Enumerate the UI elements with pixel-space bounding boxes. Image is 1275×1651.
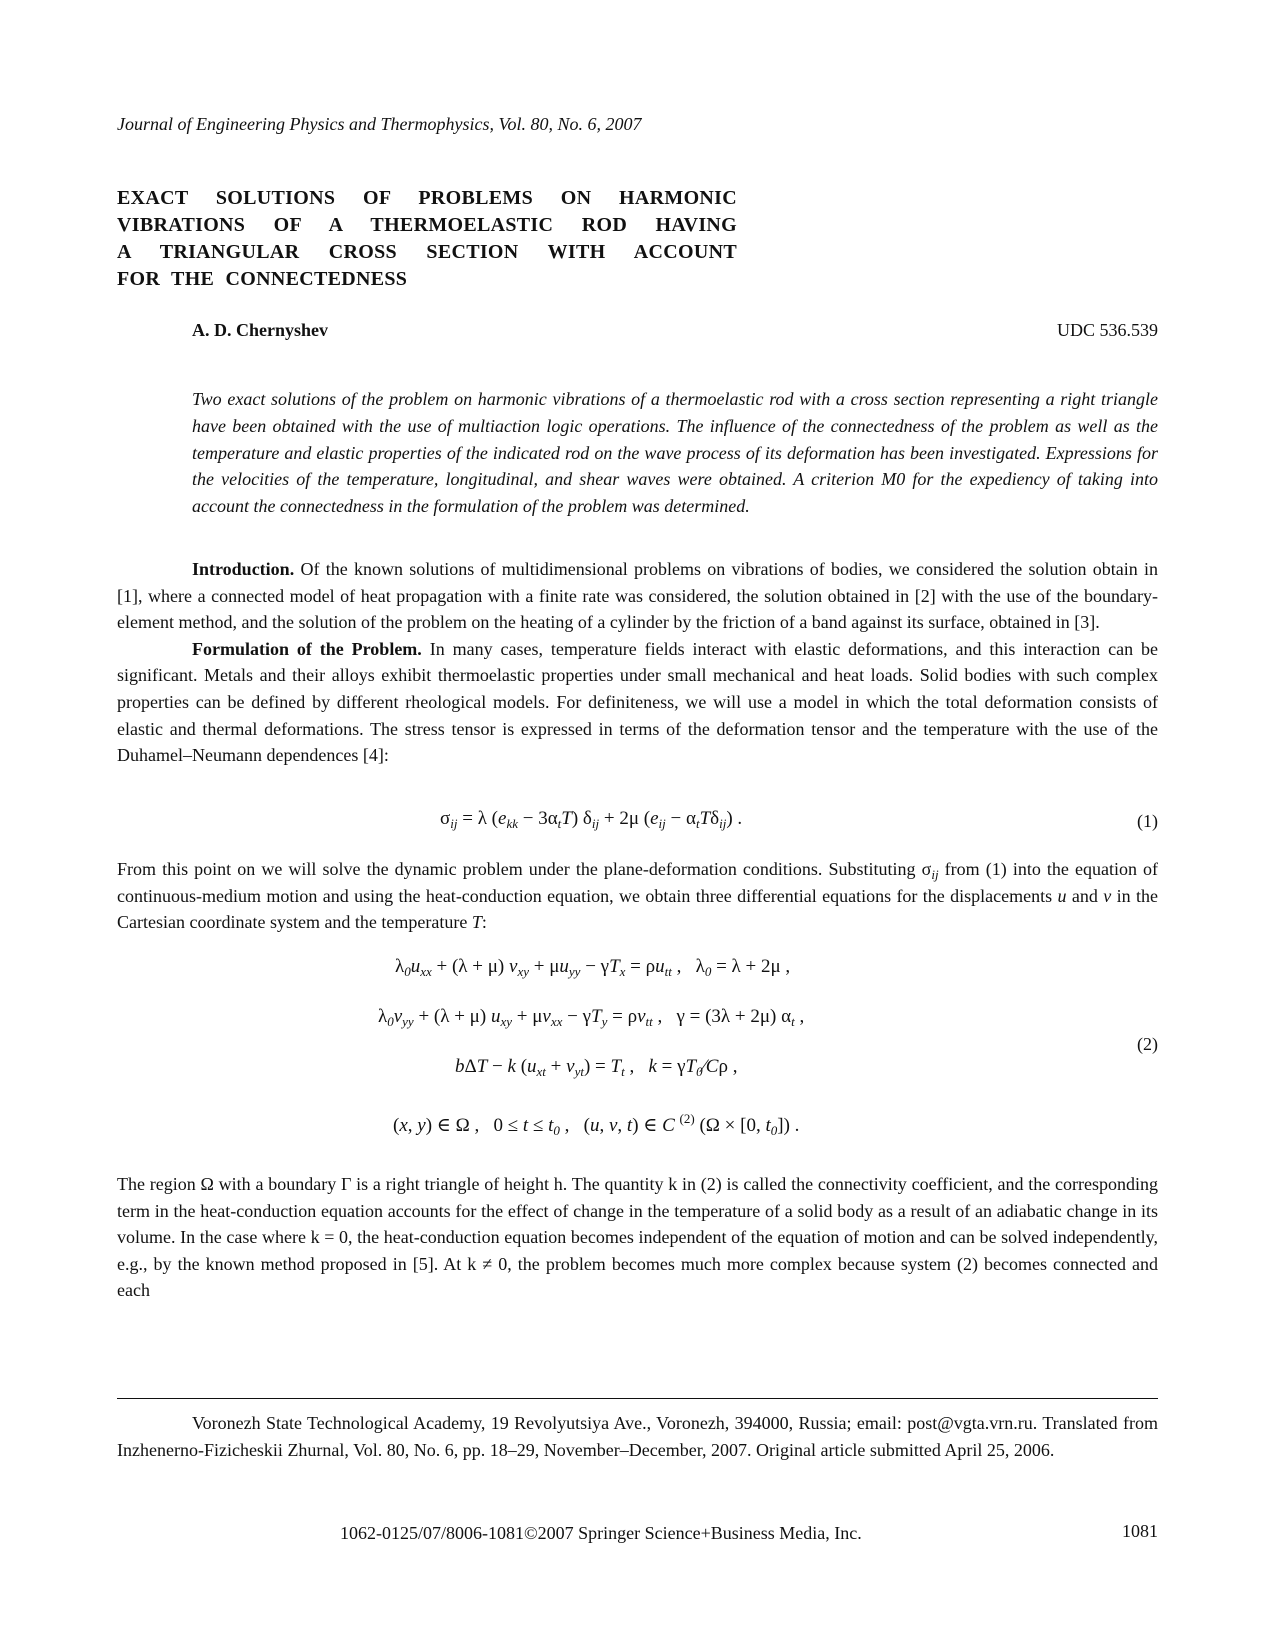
intro-section [117,556,1158,769]
paragraph-text: From this point on we will solve the dynamic problem under the plane-deformation conditions. Substituting [117,859,916,879]
equation-1: $\sigma_{ij} = \lambda$ $(e_{kk} - 3\alpha_tT) \delta_{ij} + 2\mu$ $(e_{ij} - \alpha_tT\delta_{ij})$ . [440,808,743,831]
page-number: 1081 [1122,1521,1158,1541]
intro-paragraph [117,556,1158,636]
paragraph-after-eq1: From this point on we will solve the dynamic problem under the plane-deformation conditions. Substituting $\sigma_{ij}$ from (1) into the equation of continuous-medium motion and using the heat-conduction equation, we obtain three differential equations for the displacements u and v in the Cartesian coordinate system and the temperature T: [117,859,1159,933]
copyright-line: 1062-0125/07/8006-1081©2007 Springer Science+Business Media, Inc. [340,1523,862,1543]
equation-2-number: (2) [1137,1034,1158,1054]
footnote-rule [117,1398,1158,1399]
formulation-heading: Formulation of the Problem. [192,638,422,659]
formulation-paragraph [117,636,1158,769]
paragraph-after-eq2: The region Ω with a boundary Γ is a right triangle of height h. The quantity k in (2) is called the connectivity coefficient, and the corresponding term in the heat-conduction equation accounts for the effect of change in the temperature of a solid body as a result of an adiabatic change in its volume. In the case where k = 0, the heat-conduction equation becomes independent of the equation of motion and can be solved independently, e.g., by the known method proposed in [5]. At k ≠ 0, the problem becomes much more complex because system (2) becomes connected and each [117,1174,1158,1301]
equation-2a: $\lambda_0u_{xx} + (\lambda + \mu) v_{xy} + \mu u_{yy} - \gamma T_x = \rho u_{tt}$ , $\lambda_0 = \lambda + 2\mu$ , [395,956,791,979]
intro-heading: Introduction. [192,559,295,579]
title-line: EXACT SOLUTIONS OF PROBLEMS ON HARMONIC [117,187,737,209]
paragraph-text: and [1071,885,1098,906]
author-name: A. D. Chernyshev [192,320,329,340]
title-line: FOR THE CONNECTEDNESS [117,268,408,290]
udc-code: UDC 536.539 [1056,320,1158,340]
title-line: A TRIANGULAR CROSS SECTION WITH ACCOUNT [117,241,737,263]
equation-2c: bΔT − k $(u_{xt} + v_{yt}) = T_t$ , $k = \gamma T_0⁄C\rho$ , [455,1056,738,1079]
abstract: Two exact solutions of the problem on harmonic vibrations of a thermoelastic rod with a cross section representing a right triangle have been obtained with the use of multiaction logic operations. The influence of the connectedness of the problem as well as the temperature and elastic properties of the indicated rod on the wave process of its deformation has been investigated. Expressions for the velocities of the temperature, longitudinal, and shear waves were obtained. A criterion M0 for the expediency of taking into account the connectedness in the formulation of the problem was determined. [192,389,1158,517]
footnote-text: Voronezh State Technological Academy, 19 Revolyutsiya Ave., Voronezh, 394000, Russia; email: post@vgta.vrn.ru. Translated from Inzhenerno-Fizicheskii Zhurnal, Vol. 80, No. 6, pp. 18–29, November–December, 2007. Original article submitted April 25, 2006. [117,1413,1158,1460]
equation-2d: (x, y) ∈ Ω , $0 \le t \le t_0$ , (u, v, t) ∈ C $^{(2)}$ (Ω × [0, $t_0$]) . [393,1111,800,1138]
paragraph-text: from (1) into the equation of continuous-medium motion and using the heat-conduction equation, we obtain three differential equations for the displacements [117,859,1159,906]
equation-2b: $\lambda_0v_{yy} + (\lambda + \mu) u_{xy} + \mu v_{xx} - \gamma T_y = \rho v_{tt}$ , γ = (3λ + 2μ) $\alpha_t$ , [378,1006,805,1029]
title-line: VIBRATIONS OF A THERMOELASTIC ROD HAVING [117,214,737,236]
equation-1-number: (1) [1137,811,1158,831]
paragraph-text: in the Cartesian coordinate system and the temperature [117,885,1159,933]
formulation-text: In many cases, temperature fields interact with elastic deformations, and this interaction can be significant. Metals and their alloys exhibit thermoelastic properties under small mechanical and heat loads. Solid bodies with such complex properties can be defined by different rheological models. For definiteness, we will use a model in which the total deformation consists of elastic and thermal deformations. The stress tensor is expressed in terms of the deformation tensor and the temperature with the use of the Duhamel–Neumann dependences [4]: [117,638,1159,766]
intro-text: Of the known solutions of multidimensional problems on vibrations of bodies, we considered the solution obtain in [1], where a connected model of heat propagation with a finite rate was considered, the solution obtained in [2] with the use of the boundary-element method, and the solution of the problem on the heating of a cylinder by the friction of a band against its surface, obtained in [3]. [117,559,1158,633]
footnote [117,1410,1158,1463]
journal-header: Journal of Engineering Physics and Thermophysics, Vol. 80, No. 6, 2007 [117,114,642,134]
article-title [117,185,737,293]
